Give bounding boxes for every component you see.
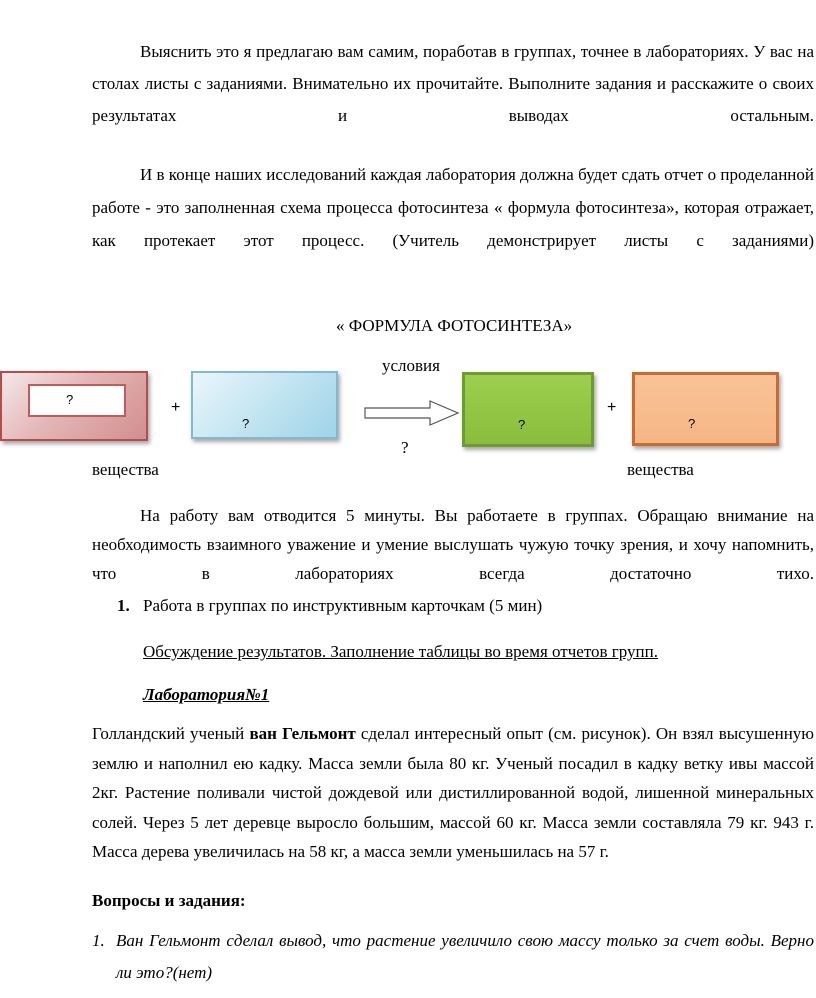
reactants-label: вещества — [92, 460, 159, 479]
discussion-line: Обсуждение результатов. Заполнение таблицы во время отчетов групп. — [143, 642, 659, 661]
conditions-label: условия — [382, 356, 440, 375]
arrow-question: ? — [401, 438, 409, 457]
intro-paragraph-2 — [92, 158, 814, 257]
reactant-box-1 — [0, 371, 148, 441]
intro-paragraph-1-text: Выяснить это я предлагаю вам самим, поработав в группах, точнее в лабораториях. У вас на столах листы с заданиями. Внимательно их прочитайте. Выполните задания и расскажите о своих результатах и выводах остальным. — [92, 42, 814, 125]
question-item-1 — [92, 925, 814, 989]
arrow-icon — [364, 398, 460, 428]
intro-paragraph-2-text: И в конце наших исследований каждая лаборатория должна будет сдать отчет о проделанной работе - это заполненная схема процесса фотосинтеза « формула фотосинтеза», которая отражает, как протекает этот процесс. (Учитель демонстрирует листы с заданиями) — [92, 165, 814, 250]
work-time-text: На работу вам отводится 5 минуты. Вы работаете в группах. Обращаю внимание на необходимость взаимного уважение и умение выслушать чужую точку зрения, и хочу напомнить, что в лабораториях всегда достаточно тихо. — [92, 506, 814, 583]
work-time-paragraph — [92, 501, 814, 588]
questions-heading: Вопросы и задания: — [92, 891, 246, 910]
reactant-2-question: ? — [242, 416, 250, 431]
product-2-question: ? — [688, 416, 696, 431]
lab1-text-rest: сделал интересный опыт (см. рисунок). Он взял высушенную землю и наполнил ею кадку. Масса земли была 80 кг. Ученый посадил в кадку ветку ивы массой 2кг. Растение поливали чистой дождевой или дистиллированной водой, лишенной минеральных солей. Через 5 лет деревце выросло большим, массой 60 кг. Масса земли составляла 79 кг. 943 г. Масса дерева увеличилась на 58 кг, а масса земли уменьшилась на 57 г. — [92, 724, 814, 861]
reactant-box-2 — [191, 371, 338, 439]
formula-title: « ФОРМУЛА ФОТОСИНТЕЗА» — [336, 316, 573, 335]
lab1-text-start: Голландский ученый — [92, 724, 250, 743]
plus-sign-2: + — [607, 399, 617, 416]
product-box-2 — [632, 372, 779, 446]
lab1-paragraph — [92, 719, 814, 867]
intro-paragraph-1 — [92, 36, 814, 132]
list-item-1-text: Работа в группах по инструктивным карточкам (5 мин) — [143, 596, 543, 615]
question-1-text: Ван Гельмонт сделал вывод, что растение увеличило свою массу только за счет воды. Верно ли это?(нет) — [116, 931, 814, 982]
list-item-1-number: 1. — [117, 596, 130, 615]
plus-sign-1: + — [171, 399, 181, 416]
reactant-1-question: ? — [66, 392, 74, 407]
question-1-number: 1. — [92, 931, 105, 950]
lab1-text-scientist: ван Гельмонт — [249, 724, 356, 743]
lab1-title: Лаборатория№1 — [143, 685, 270, 704]
products-label: вещества — [627, 460, 694, 479]
list-item-1 — [117, 596, 542, 616]
product-1-question: ? — [518, 417, 526, 432]
product-box-1 — [462, 372, 594, 447]
reactant-box-1-inner — [28, 384, 126, 417]
